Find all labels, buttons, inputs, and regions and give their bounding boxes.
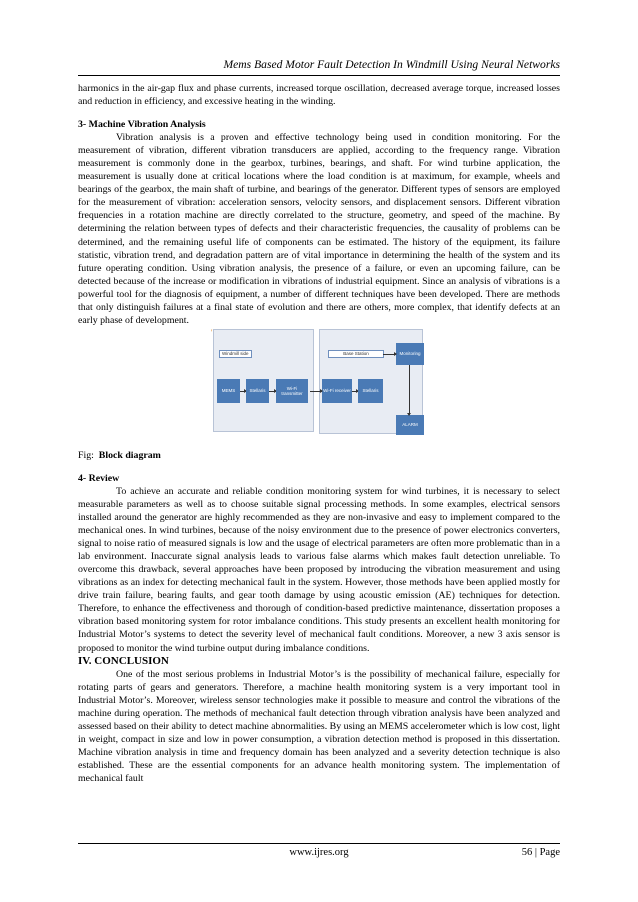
conclusion-paragraph: One of the most serious problems in Industrial Motor’s is the possibility of mechanical failure, especially for rotating parts of gears and generators. Therefore, a machine health monitoring system is a very important tool in Industrial Motor’s. Moreover, wireless sensor technologies make it possible to measure and control the vibrations of the machine during operation. The methods of mechanical fault detection through vibration analysis have been analyzed and assessed based on their ability to detect machine abnormalities. By using an MEMS accelerometer which is low cost, light in weight, compact in size and low in power consumption, a vibration detection method is proposed in this dissertation. Machine vibration analysis in time and frequency domain has been analyzed and a severity detection technique is also established. These are the essential components for an advance health monitoring system. The implementation of mechanical fault (78, 668, 560, 784)
caption-prefix: Fig: (78, 449, 94, 461)
wifi-transmitter-block: Wi-Fi transmitter (276, 379, 308, 403)
mems-block: MEMS (217, 379, 240, 403)
wifi-receiver-block: Wi-Fi receiver (322, 379, 352, 403)
arrow-wireless-link (310, 391, 322, 392)
stellaris-block-base: Stellaris (358, 379, 383, 403)
page-number: 56 | Page (521, 847, 560, 858)
arrow-monitoring-alarm (409, 365, 410, 415)
figure-caption (78, 449, 560, 462)
arrow-to-monitoring (383, 354, 396, 355)
base-station-label: Base Station (328, 350, 384, 358)
block-diagram-figure (78, 329, 560, 449)
running-header: Mems Based Motor Fault Detection In Windmill Using Neural Networks (223, 58, 560, 71)
review-paragraph: To achieve an accurate and reliable condition monitoring system for wind turbines, it is necessary to select measurable parameters as well as to choose suitable signal processing methods. In some examples, electrical sensors installed around the generator are highly recommended as they are non-invasive and easy to implement compared to the mechanical ones. In wind turbines, because of the noisy environment due to the presence of power electronics converters, signal to noise ratio of measured signals is low and the usage of electrical parameters are often more problematic than in a lab environment. Inaccurate signal analysis leads to various false alarms which makes fault detection unreliable. To overcome this drawback, several approaches have been proposed by introducing the vibration measurement and using vibrations as an index for detecting mechanical fault in the system. However, those methods have been applied mostly for drive train failure, bearing faults, and gear tooth damage by using acoustic emission (AE) techniques for detection. Therefore, to enhance the effectiveness and thorough of condition-based predictive maintenance, dissertation proposes a vibration based monitoring system for rotor imbalance conditions. This study presents an excellent health monitoring for Industrial Motor’s systems to detect the severity level of mechanical fault conditions. Moreover, a new 3 axis sensor is proposed to monitor the wind turbine output during imbalance conditions. (78, 485, 560, 654)
monitoring-block: Monitoring (396, 343, 424, 365)
page-body (78, 82, 560, 785)
arrow-stellaris-wifi (269, 391, 276, 392)
section-heading-vibration: 3- Machine Vibration Analysis (78, 119, 206, 131)
caption-title: Block diagram (98, 449, 161, 461)
windmill-side-label: Windmill side (219, 350, 252, 358)
alarm-block: ALARM (396, 415, 424, 435)
conclusion-heading: IV. CONCLUSION (78, 654, 169, 667)
footer-url: www.ijres.org (289, 847, 349, 858)
stellaris-block-windmill: Stellaris (246, 379, 269, 403)
section-heading-review: 4- Review (78, 472, 120, 484)
vibration-paragraph: Vibration analysis is a proven and effective technology being used in condition monitoring. For the measurement of vibration, different vibration transducers are applied, according to the frequency range. Vibration measurement is commonly done in the gearbox, turbines, bearings, and shaft. For wind turbine application, the measurement is usually done at critical locations where the load condition is at maximum, for example, wheels and bearings of the gearbox, the main shaft of turbine, and bearings of the generator. Different types of sensors are employed for the measurement of vibration: acceleration sensors, velocity sensors, and displacement sensors. Different vibration frequencies in a rotation machine are directly correlated to the structure, geometry, and speed of the machine. By determining the relation between types of defects and their characteristic frequencies, the causality of problems can be determined, and the remaining useful life of components can be estimated. The history of the equipment, its failure statistic, vibration trend, and degradation pattern are of vital importance in determining the health of the system and its future operating condition. Using vibration analysis, the presence of a failure, or even an upcoming failure, can be detected because of the increase or modification in vibrations of industrial equipment. Since an analysis of vibrations is a powerful tool for the diagnosis of equipment, a number of different techniques have been developed. There are methods that only distinguish failures at a final state of evolution and there are others, more complex, that identify defects at an early phase of development. (78, 132, 560, 326)
intro-paragraph: harmonics in the air-gap flux and phase currents, increased torque oscillation, decreased average torque, increased losses and reduction in efficiency, and excessive heating in the winding. (78, 83, 560, 108)
figure-mark: ' (211, 327, 213, 337)
footer-rule (78, 843, 560, 844)
header-rule (78, 75, 560, 76)
